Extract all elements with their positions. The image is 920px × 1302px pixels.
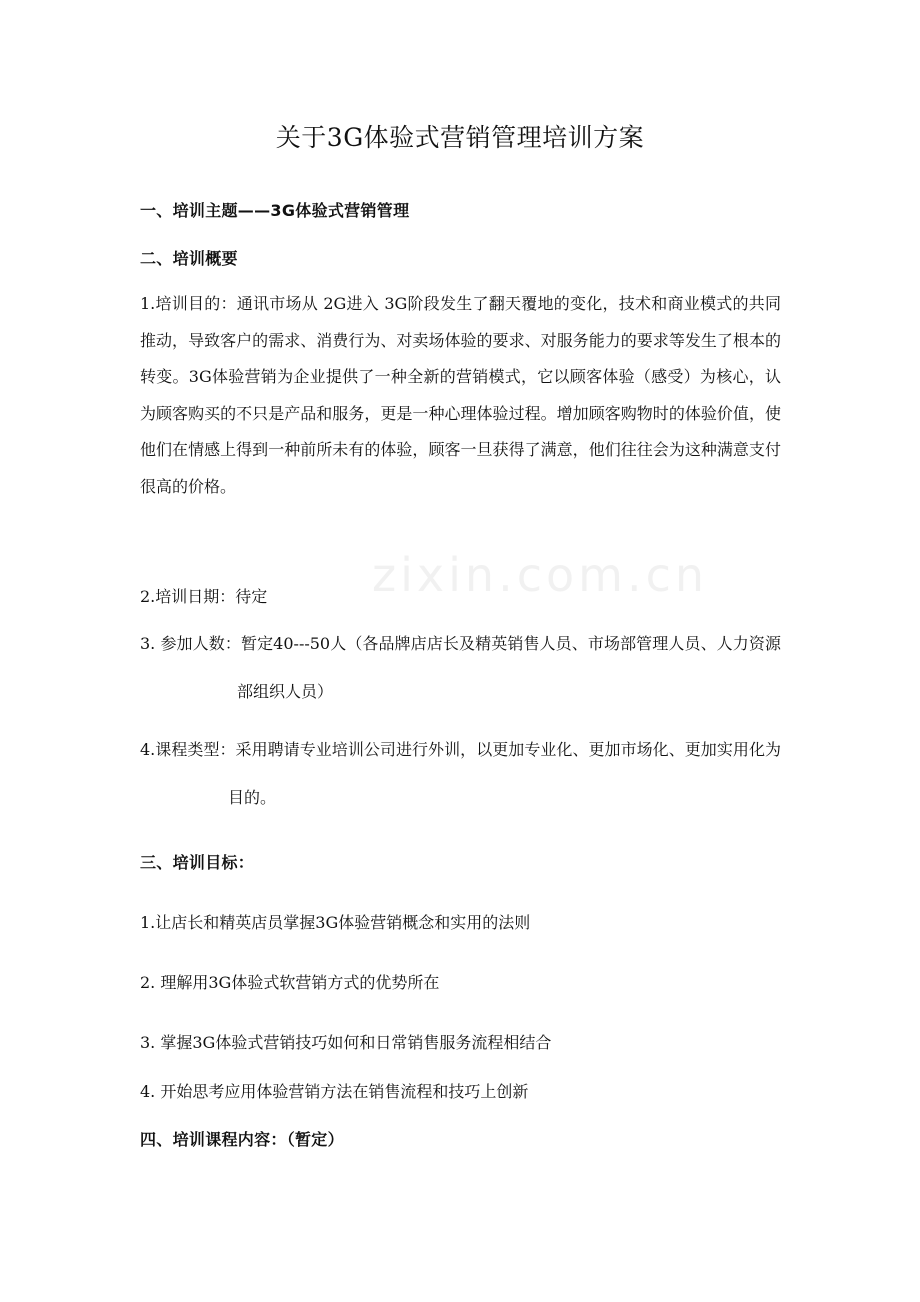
attendees-paragraph (140, 620, 781, 716)
course-type-text: 4.课程类型：采用聘请专业培训公司进行外训，以更加专业化、更加市场化、更加实用化为目的。 (140, 740, 781, 807)
section-heading-theme: 一、培训主题——3G体验式营销管理 (140, 201, 410, 220)
goal-item-1: 1.让店长和精英店员掌握3G体验营销概念和实用的法则 (140, 913, 531, 932)
goal-item-4: 4. 开始思考应用体验营销方法在销售流程和技巧上创新 (140, 1082, 529, 1101)
document-title: 关于3G体验式营销管理培训方案 (275, 123, 645, 152)
course-type-paragraph (140, 726, 781, 822)
section-heading-course-content: 四、培训课程内容：（暂定） (140, 1130, 344, 1149)
goal-item-3: 3. 掌握3G体验式营销技巧如何和日常销售服务流程相结合 (140, 1033, 552, 1052)
training-purpose-paragraph: 1.培训目的：通讯市场从 2G进入 3G阶段发生了翻天覆地的变化，技术和商业模式的共同推动，导致客户的需求、消费行为、对卖场体验的要求、对服务能力的要求等发生了根本的转变。3G体验营销为企业提供了一种全新的营销模式，它以顾客体验（感受）为核心，认为顾客购买的不只是产品和服务，更是一种心理体验过程。增加顾客购物时的体验价值，使他们在情感上得到一种前所未有的体验，顾客一旦获得了满意，他们往往会为这种满意支付很高的价格。 (140, 294, 781, 496)
watermark-text: zixin.com.cn (372, 548, 709, 602)
section-heading-goals: 三、培训目标： (140, 853, 255, 872)
attendees-text: 3. 参加人数：暂定40---50人（各品牌店店长及精英销售人员、市场部管理人员、人力资源部组织人员） (140, 634, 781, 701)
section-heading-overview: 二、培训概要 (140, 249, 238, 268)
goal-item-2: 2. 理解用3G体验式软营销方式的优势所在 (140, 973, 440, 992)
training-date-line: 2.培训日期：待定 (140, 587, 268, 606)
